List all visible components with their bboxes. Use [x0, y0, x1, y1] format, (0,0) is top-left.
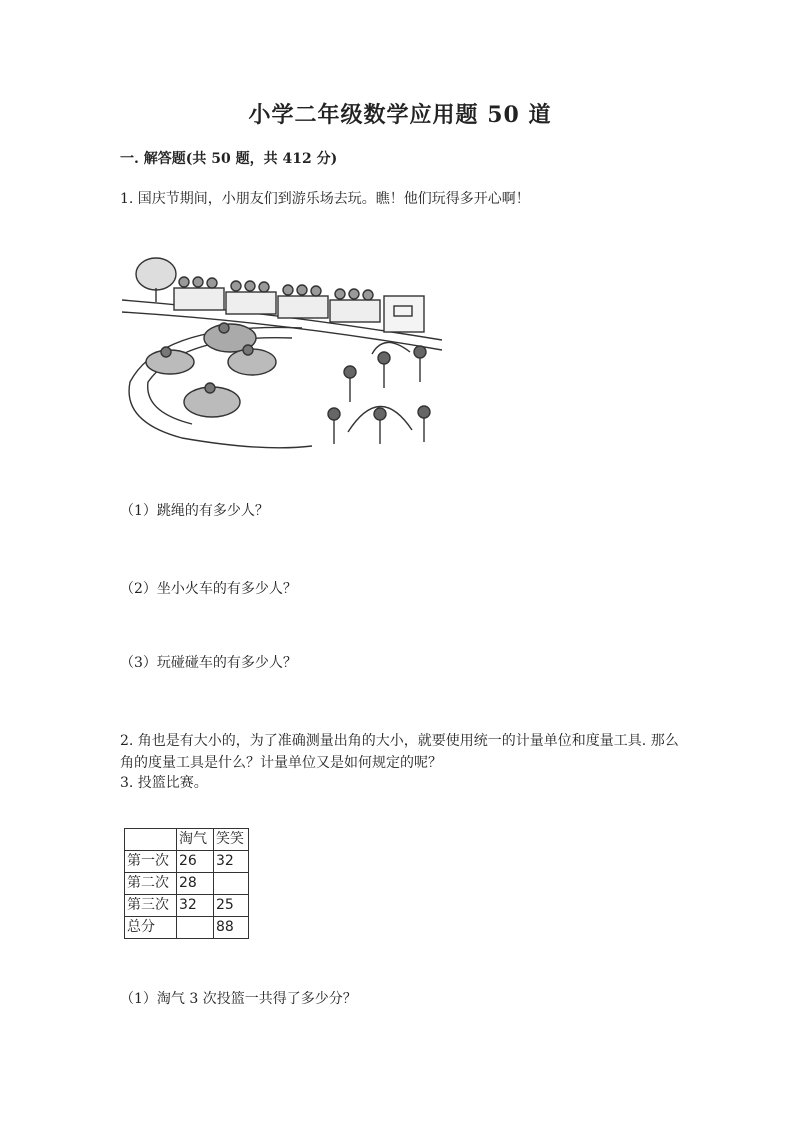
table-cell: 第二次: [125, 873, 177, 895]
question-1-part-2: （2）坐小火车的有多少人？: [120, 581, 297, 597]
table-cell: 32: [214, 851, 249, 873]
table-cell: 28: [177, 873, 214, 895]
page-title: 小学二年级数学应用题 50 道: [248, 102, 552, 128]
question-3-text: 3. 投篮比赛。: [120, 775, 208, 791]
table-cell: 第一次: [125, 851, 177, 873]
table-row: [125, 895, 249, 917]
table-cell: 25: [214, 895, 249, 917]
table-cell: 淘气: [177, 829, 214, 851]
table-row: [125, 851, 249, 873]
question-3-part-1: （1）淘气 3 次投篮一共得了多少分？: [120, 991, 357, 1007]
question-2-text: 2. 角也是有大小的，为了准确测量出角的大小，就要使用统一的计量单位和度量工具. 那么角的度量工具是什么？计量单位又是如何规定的呢？: [120, 733, 679, 771]
table-cell: 总分: [125, 917, 177, 939]
table-cell: [214, 873, 249, 895]
table-row: [125, 917, 249, 939]
section-heading: 一. 解答题(共 50 题，共 412 分): [120, 151, 338, 167]
question-1-part-1: （1）跳绳的有多少人？: [120, 503, 269, 519]
table-cell: 笑笑: [214, 829, 249, 851]
table-cell: 26: [177, 851, 214, 873]
question-1-text: 1. 国庆节期间，小朋友们到游乐场去玩。瞧！他们玩得多开心啊！: [120, 191, 530, 207]
score-table: [124, 828, 249, 939]
table-cell: 第三次: [125, 895, 177, 917]
table-cell: 88: [214, 917, 249, 939]
question-1-part-3: （3）玩碰碰车的有多少人？: [120, 655, 297, 671]
table-cell: [177, 917, 214, 939]
amusement-park-illustration: [122, 242, 448, 456]
table-header-row: [125, 829, 249, 851]
table-cell: 32: [177, 895, 214, 917]
table-row: [125, 873, 249, 895]
table-cell: [125, 829, 177, 851]
